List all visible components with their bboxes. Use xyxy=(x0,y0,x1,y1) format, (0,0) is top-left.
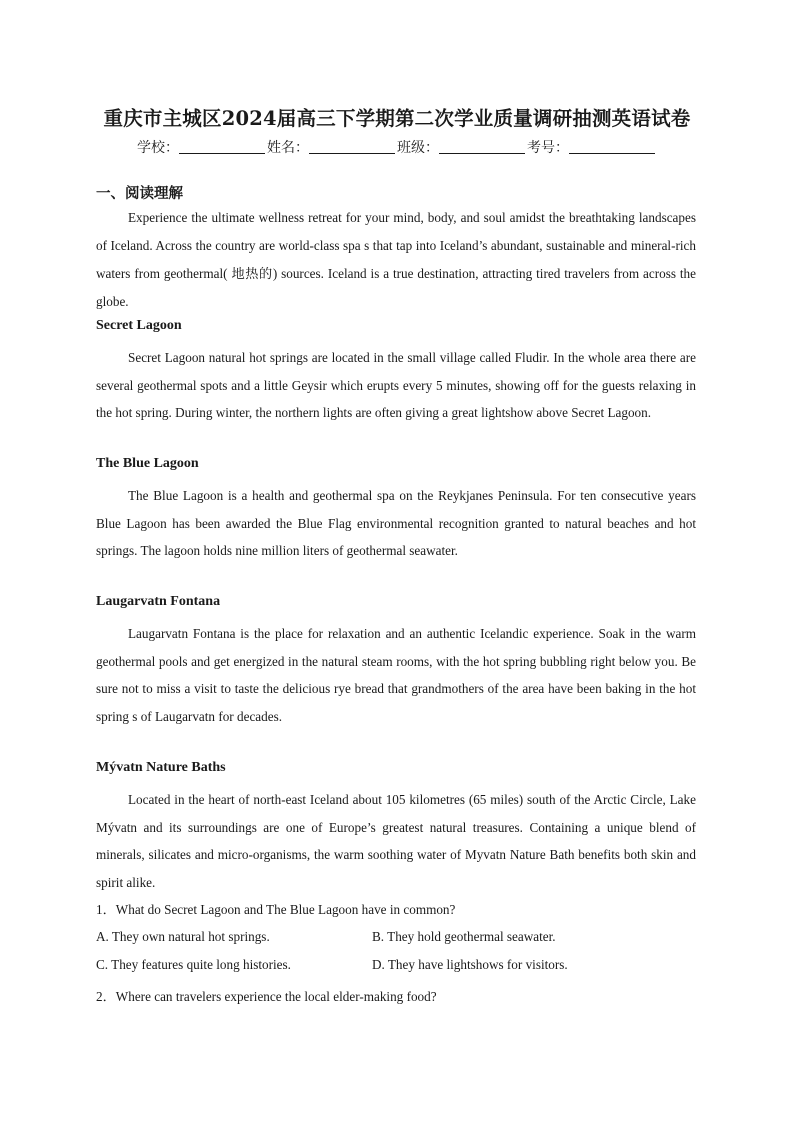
question-1-option-b[interactable]: B. They hold geothermal seawater. xyxy=(372,929,556,944)
question-1-option-c[interactable]: C. They features quite long histories. xyxy=(96,957,291,972)
paragraph-blue-lagoon: The Blue Lagoon is a health and geothermal spa on the Reykjanes Peninsula. For ten consecutive years Blue Lagoon has been awarded the Blue Flag environmental recognition granted to natural beaches and hot springs. The lagoon holds nine million liters of geothermal seawater. xyxy=(96,488,696,558)
exam-title: 重庆市主城区2024届高三下学期第二次学业质量调研抽测英语试卷 xyxy=(103,107,691,130)
name-label: 姓名： xyxy=(267,140,309,156)
paragraph-laugarvatn-fontana: Laugarvatn Fontana is the place for relaxation and an authentic Icelandic experience. Soak in the warm geothermal pools and get energized in the natural steam rooms, with the hot spring bubbling right below you. Be sure not to miss a visit to taste the delicious rye bread that grandmothers of the area have been baking in the hot spring s of Laugarvatn for decades. xyxy=(96,626,696,724)
paragraph-myvatn-nature-baths: Located in the heart of north-east Iceland about 105 kilometres (65 miles) south of the Arctic Circle, Lake Mývatn and its surroundings are one of Europe’s greatest natural treasures. Containing a unique blend of minerals, silicates and micro-organisms, the warm soothing water of Myvatn Nature Bath benefits both skin and spirit alike. xyxy=(96,792,696,890)
name-blank[interactable] xyxy=(309,139,395,154)
school-blank[interactable] xyxy=(179,139,265,154)
subheading-secret-lagoon: Secret Lagoon xyxy=(96,318,182,333)
class-label: 班级： xyxy=(397,140,439,156)
subheading-laugarvatn-fontana: Laugarvatn Fontana xyxy=(96,594,221,609)
exam-number-blank[interactable] xyxy=(569,139,655,154)
section-heading: 一、阅读理解 xyxy=(96,186,183,202)
subheading-blue-lagoon: The Blue Lagoon xyxy=(96,456,199,471)
question-2-stem: 2．Where can travelers experience the local elder-making food? xyxy=(96,989,437,1004)
paragraph-secret-lagoon: Secret Lagoon natural hot springs are located in the small village called Fludir. In the whole area there are several geothermal spots and a little Geysir which erupts every 5 minutes, showing off for the guests relaxing in the hot spring. During winter, the northern lights are often giving a great lightshow above Secret Lagoon. xyxy=(96,350,696,420)
question-1-stem: 1．What do Secret Lagoon and The Blue Lagoon have in common? xyxy=(96,902,456,917)
question-1-option-a[interactable]: A. They own natural hot springs. xyxy=(96,929,270,944)
intro-paragraph: Experience the ultimate wellness retreat for your mind, body, and soul amidst the breathtaking landscapes of Iceland. Across the country are world-class spa s that tap into Iceland’s abundant, sustainable and mineral-rich waters from geothermal( 地热的) sources. Iceland is a true destination, attracting tired travelers from across the globe. xyxy=(96,210,696,309)
exam-number-label: 考号： xyxy=(527,140,569,156)
subheading-myvatn-nature-baths: Mývatn Nature Baths xyxy=(96,760,226,775)
question-1-option-d[interactable]: D. They have lightshows for visitors. xyxy=(372,957,568,972)
school-label: 学校： xyxy=(137,140,179,156)
student-info-line xyxy=(0,137,794,157)
class-blank[interactable] xyxy=(439,139,525,154)
